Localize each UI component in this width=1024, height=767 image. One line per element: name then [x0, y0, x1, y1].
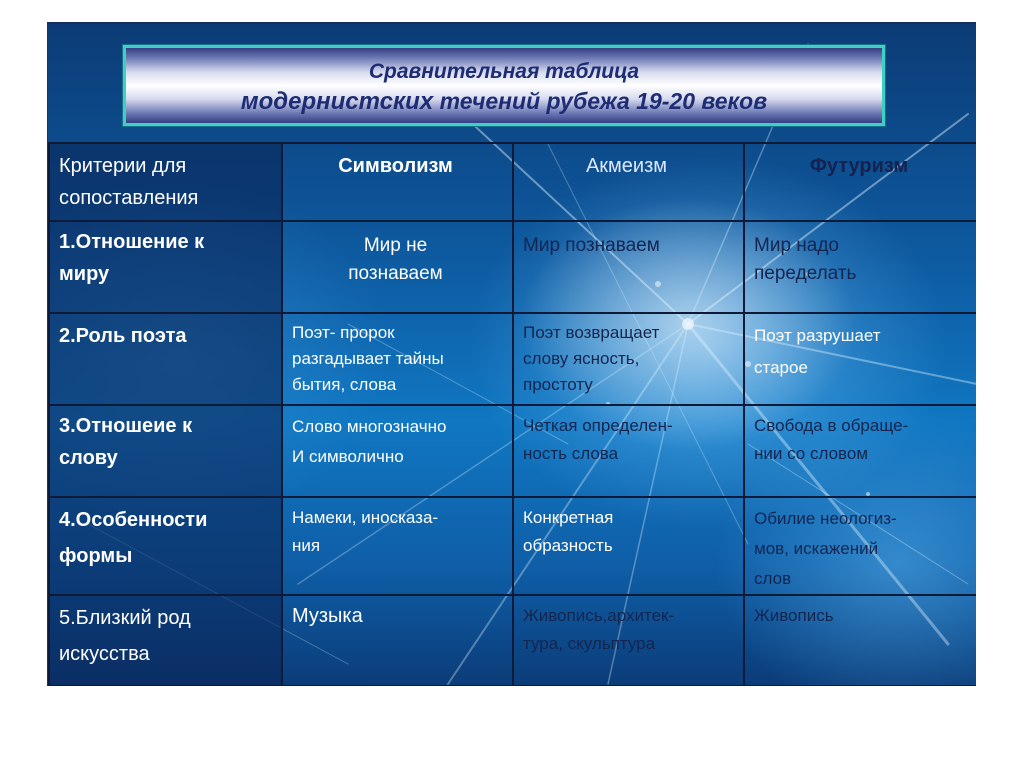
- row-2-futurism-line2: старое: [754, 358, 808, 377]
- header-symbolism-text: Символизм: [338, 155, 453, 177]
- row-1-futurism-line2: переделать: [754, 263, 857, 284]
- row-4-symbolism-line1: Намеки, иносказа-: [292, 508, 439, 527]
- row-1-symbolism-line2: познаваем: [348, 263, 443, 284]
- row-2-symbolism-text: [283, 314, 512, 398]
- title-line-2-rest: течений рубежа 19-20 веков: [439, 88, 768, 114]
- row-3-futurism: [744, 405, 976, 497]
- row-5-acmeism-text: [514, 596, 743, 658]
- row-4-symbolism-line2: ния: [292, 536, 321, 555]
- table-row: [49, 313, 976, 405]
- row-2-acmeism-line2: слову ясность,: [523, 349, 640, 368]
- row-1-criterion-text: [50, 222, 281, 290]
- row-4-acmeism: [513, 497, 744, 595]
- row-1-criterion: [49, 221, 282, 313]
- row-2-symbolism-line2: разгадывает тайны: [292, 349, 444, 368]
- row-4-acmeism-line2: образность: [523, 536, 613, 555]
- header-criteria: [49, 143, 282, 221]
- row-5-acmeism-line1: Живопись,архитек-: [523, 606, 675, 625]
- table-row: [49, 497, 976, 595]
- row-5-futurism: [744, 595, 976, 686]
- row-5-criterion-line2: искусства: [59, 643, 150, 665]
- row-1-symbolism: [282, 221, 513, 313]
- row-5-acmeism-line2: тура, скульптура: [523, 634, 656, 653]
- row-4-futurism-line3: слов: [754, 569, 792, 588]
- row-1-symbolism-text: [283, 222, 512, 288]
- header-acmeism-text: Акмеизм: [585, 155, 668, 177]
- row-5-criterion-line1: 5.Близкий род: [59, 607, 191, 629]
- row-1-acmeism-text: Мир познаваем: [523, 235, 660, 256]
- row-2-criterion: [49, 313, 282, 405]
- row-2-acmeism-line1: Поэт возвращает: [523, 323, 660, 342]
- row-5-symbolism-text: Музыка: [292, 605, 363, 627]
- comparison-table: [48, 142, 976, 686]
- row-1-criterion-line2: миру: [59, 263, 110, 285]
- row-2-acmeism-line3: простоту: [523, 375, 593, 394]
- title-box: [123, 45, 885, 126]
- row-3-acmeism: [513, 405, 744, 497]
- row-2-symbolism: [282, 313, 513, 405]
- header-acmeism: [513, 143, 744, 221]
- row-5-acmeism: [513, 595, 744, 686]
- row-2-symbolism-line1: Поэт- пророк: [292, 323, 395, 342]
- row-3-criterion-text: [50, 406, 281, 474]
- row-2-criterion-text: 2.Роль поэта: [59, 325, 187, 347]
- row-2-futurism: [744, 313, 976, 405]
- title-line-1: Сравнительная таблица: [368, 60, 640, 83]
- row-4-futurism-text: [745, 498, 976, 594]
- row-1-criterion-line1: 1.Отношение к: [59, 231, 205, 253]
- row-3-acmeism-line2: ность слова: [523, 444, 619, 463]
- row-4-acmeism-line1: Конкретная: [523, 508, 614, 527]
- header-criteria-line1: Критерии для: [59, 155, 187, 177]
- row-3-symbolism-line1: Слово многозначно: [292, 417, 447, 436]
- row-3-symbolism: [282, 405, 513, 497]
- title-line-2: [126, 88, 882, 116]
- title-line-2-emphasis: модернистских: [240, 88, 434, 115]
- row-3-acmeism-text: [514, 406, 743, 468]
- row-3-criterion-line1: 3.Отношеие к: [59, 415, 193, 437]
- header-criteria-line2: сопоставления: [59, 187, 199, 209]
- header-futurism-text: Футуризм: [809, 155, 909, 177]
- row-2-acmeism: [513, 313, 744, 405]
- row-3-futurism-line1: Свобода в обраще-: [754, 416, 909, 435]
- row-1-futurism-line1: Мир надо: [754, 235, 839, 256]
- row-5-futurism-text: Живопись: [754, 606, 834, 625]
- row-2-futurism-text: [745, 314, 976, 384]
- row-4-futurism-line2: мов, искажений: [754, 539, 879, 558]
- row-1-futurism: [744, 221, 976, 313]
- row-2-futurism-line1: Поэт разрушает: [754, 326, 881, 345]
- row-5-criterion-text: [50, 596, 281, 672]
- row-3-futurism-text: [745, 406, 976, 468]
- row-3-criterion-line2: слову: [59, 447, 118, 469]
- row-2-symbolism-line3: бытия, слова: [292, 375, 397, 394]
- row-3-futurism-line2: нии со словом: [754, 444, 869, 463]
- header-symbolism: [282, 143, 513, 221]
- row-3-symbolism-text: [283, 406, 512, 472]
- row-4-futurism: [744, 497, 976, 595]
- slide: [47, 22, 976, 686]
- row-4-symbolism: [282, 497, 513, 595]
- row-4-criterion-line1: 4.Особенности: [59, 509, 208, 531]
- table-row: [49, 595, 976, 686]
- table-row: [49, 405, 976, 497]
- row-4-criterion-line2: формы: [59, 545, 133, 567]
- row-3-criterion: [49, 405, 282, 497]
- header-futurism: [744, 143, 976, 221]
- row-1-symbolism-line1: Мир не: [363, 235, 428, 256]
- row-4-futurism-line1: Обилие неологиз-: [754, 509, 897, 528]
- row-2-acmeism-text: [514, 314, 743, 398]
- row-4-symbolism-text: [283, 498, 512, 560]
- row-3-acmeism-line1: Четкая определен-: [523, 416, 673, 435]
- row-4-criterion-text: [50, 498, 281, 574]
- row-4-acmeism-text: [514, 498, 743, 560]
- row-4-criterion: [49, 497, 282, 595]
- header-criteria-text: [50, 144, 281, 214]
- row-5-symbolism: [282, 595, 513, 686]
- table-row: [49, 221, 976, 313]
- row-5-criterion: [49, 595, 282, 686]
- table-header-row: [49, 143, 976, 221]
- row-1-acmeism: [513, 221, 744, 313]
- row-3-symbolism-line2: И символично: [292, 447, 404, 466]
- row-1-futurism-text: [745, 222, 976, 288]
